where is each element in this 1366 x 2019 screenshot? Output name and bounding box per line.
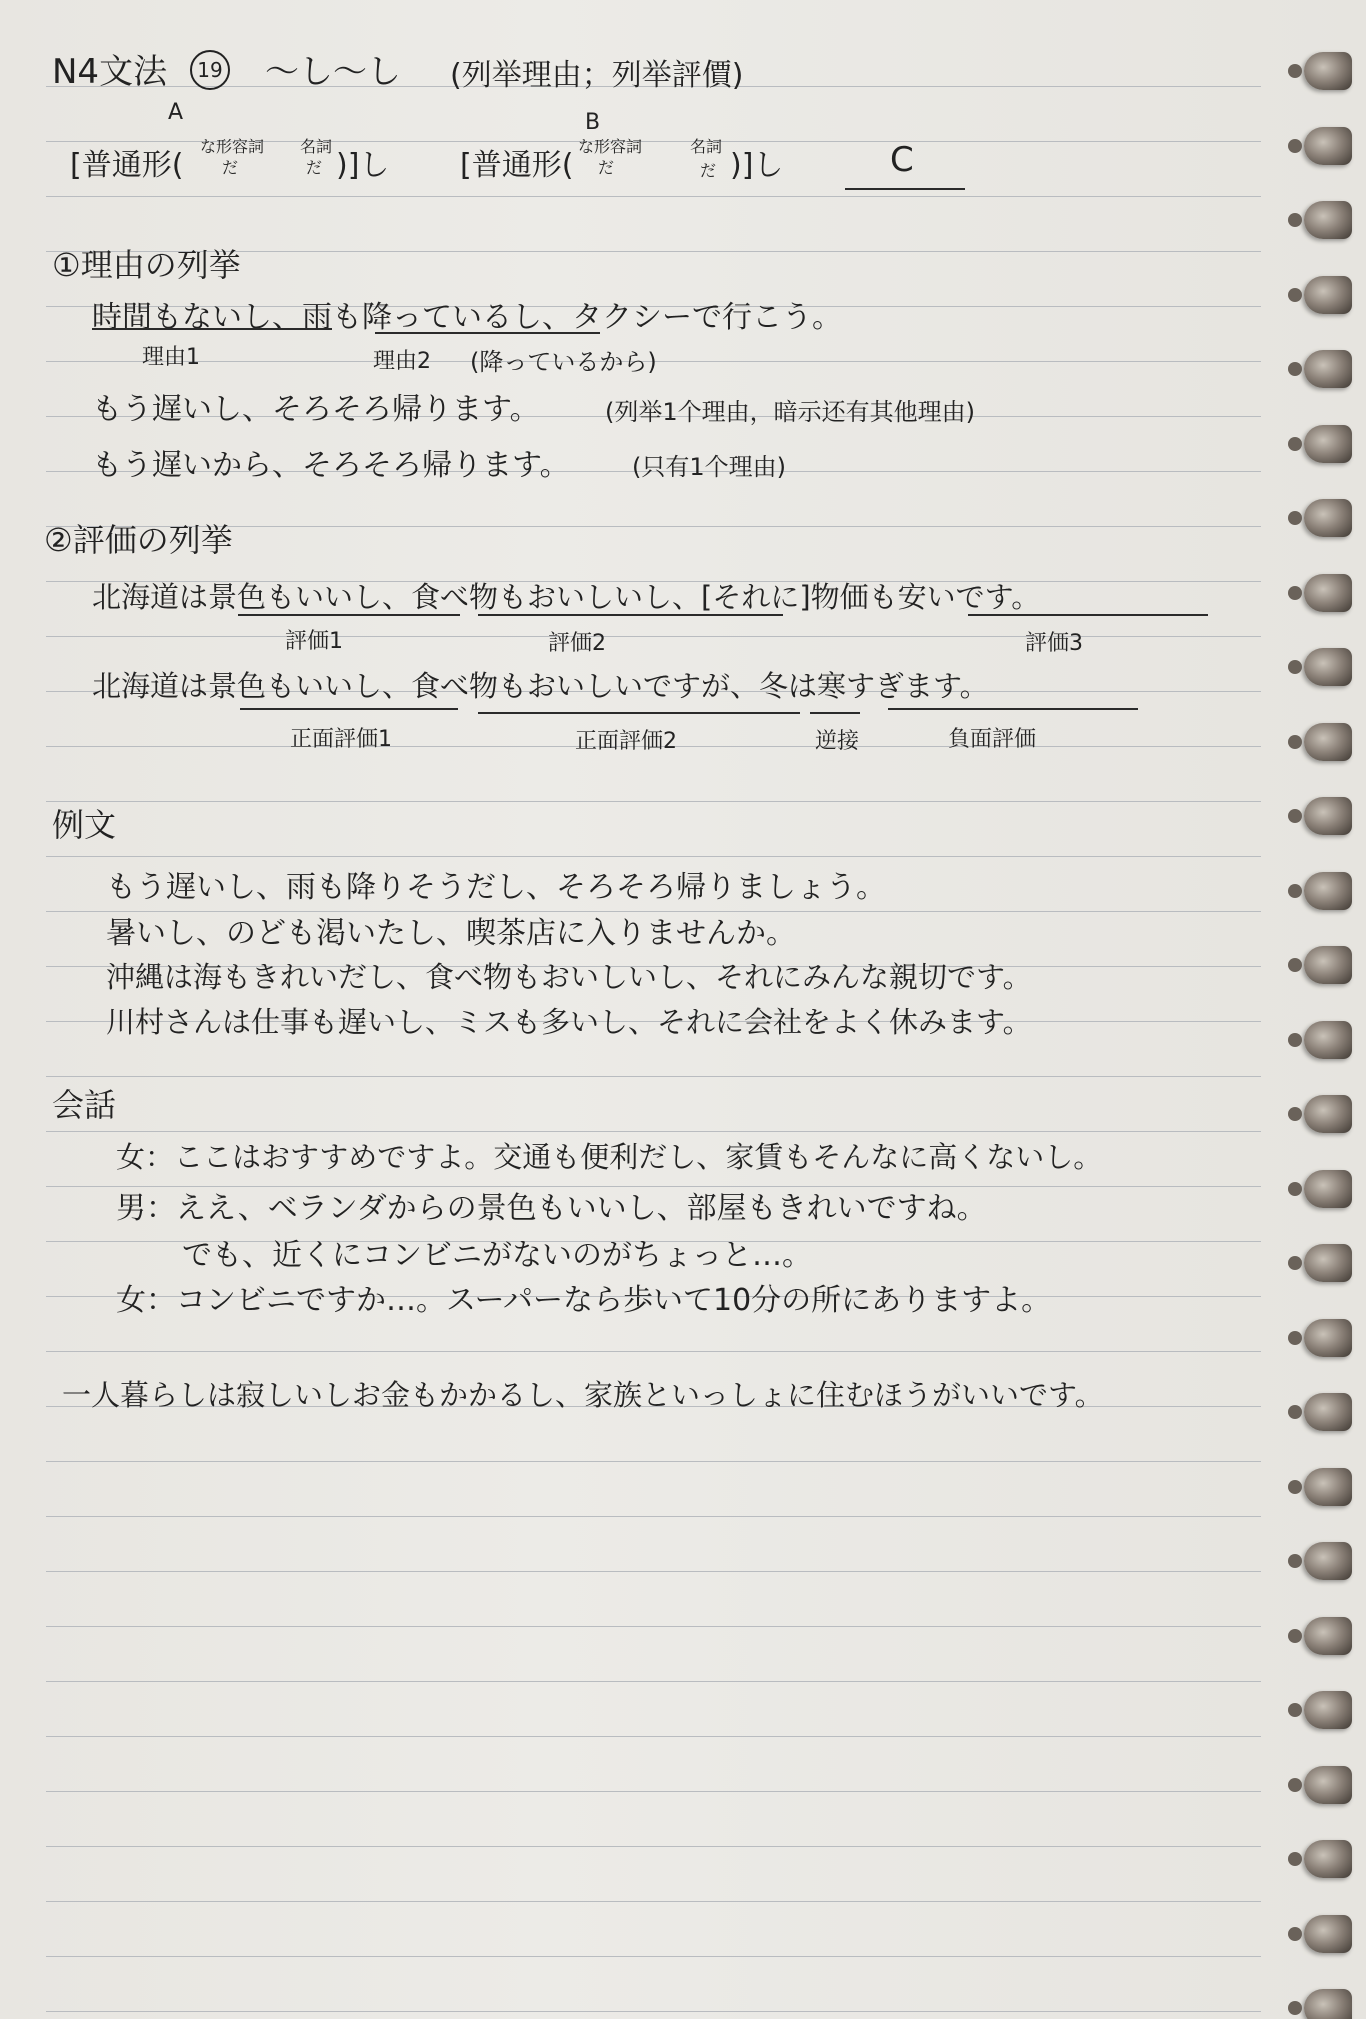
spiral-ring	[1304, 723, 1352, 761]
page-title: N4文法	[52, 52, 168, 92]
spiral-ring	[1304, 946, 1352, 984]
conversation-heading: 会話	[52, 1086, 117, 1124]
formula-label-c: C	[890, 140, 914, 180]
section2-ex2-underline-3	[810, 712, 860, 714]
spiral-ring	[1304, 574, 1352, 612]
punch-hole	[1288, 586, 1302, 600]
conversation-line: 女：コンビニですか…。スーパーなら歩いて10分の所にありますよ。	[116, 1283, 1052, 1318]
section2-ex2-underline-2	[478, 712, 800, 714]
section1-example: 時間もないし、雨も降っているし、タクシーで行こう。	[92, 300, 842, 335]
punch-hole	[1288, 1778, 1302, 1792]
ruled-line	[46, 856, 1261, 857]
spiral-ring	[1304, 499, 1352, 537]
ruled-line	[46, 1131, 1261, 1132]
punch-hole	[1288, 1703, 1302, 1717]
spiral-ring	[1304, 127, 1352, 165]
formula-part-a-na-adj: な形容詞	[200, 137, 265, 156]
ruled-line	[46, 2011, 1261, 2012]
section1-heading: ①理由の列挙	[52, 246, 241, 284]
ruled-line	[46, 1956, 1261, 1957]
example-sentence: 暑いし、のども渇いたし、喫茶店に入りませんか。	[106, 916, 796, 951]
formula-part-a-open: [普通形(	[70, 148, 184, 183]
section1-label-2-note: (降っているから)	[470, 348, 657, 376]
example-sentence: もう遅いし、雨も降りそうだし、そろそろ帰りましょう。	[106, 870, 886, 905]
punch-hole	[1288, 1554, 1302, 1568]
ruled-line	[46, 196, 1261, 197]
punch-hole	[1288, 958, 1302, 972]
punch-hole	[1288, 1256, 1302, 1270]
pattern-gloss: (列举理由；列举評價)	[450, 58, 744, 93]
spiral-ring	[1304, 797, 1352, 835]
punch-hole	[1288, 1927, 1302, 1941]
ruled-line	[46, 1076, 1261, 1077]
ruled-line	[46, 1461, 1261, 1462]
section2-ex2-underline-4	[888, 708, 1138, 710]
section1-underline-2	[375, 332, 600, 334]
punch-hole	[1288, 362, 1302, 376]
formula-part-b-noun: 名詞	[690, 137, 723, 156]
punch-hole	[1288, 1033, 1302, 1047]
punch-hole	[1288, 1480, 1302, 1494]
spiral-ring	[1304, 1170, 1352, 1208]
formula-part-b-noun-da: だ	[700, 161, 717, 180]
conversation-line: でも、近くにコンビニがないのがちょっと…。	[182, 1238, 812, 1273]
section2-example-2: 北海道は景色もいいし、食べ物もおいしいですが、冬は寒すぎます。	[92, 669, 989, 703]
formula-part-a-close: )]し	[336, 148, 390, 183]
section2-ex1-underline-3	[968, 614, 1208, 616]
ruled-line	[46, 1736, 1261, 1737]
section2-ex2-label-2: 正面評価2	[575, 729, 677, 754]
ruled-line	[46, 1681, 1261, 1682]
punch-hole	[1288, 437, 1302, 451]
formula-part-a-noun-da: だ	[306, 158, 323, 177]
section2-ex1-label-1: 評価1	[285, 629, 343, 654]
section2-ex2-label-1: 正面評価1	[290, 727, 392, 752]
example-sentence: 沖縄は海もきれいだし、食べ物もおいしいし、それにみんな親切です。	[106, 960, 1032, 994]
punch-hole	[1288, 735, 1302, 749]
formula-label-b: B	[585, 110, 601, 135]
formula-part-b-open: [普通形(	[460, 148, 574, 183]
section2-example-1: 北海道は景色もいいし、食べ物もおいしいし、[それに]物価も安いです。	[92, 580, 1041, 614]
punch-hole	[1288, 1182, 1302, 1196]
section1-compare-2: もう遅いから、そろそろ帰ります。	[92, 448, 570, 483]
spiral-ring	[1304, 52, 1352, 90]
spiral-ring	[1304, 648, 1352, 686]
section1-label-2: 理由2	[373, 349, 431, 374]
section2-ex2-underline-1	[240, 708, 458, 710]
ruled-line	[46, 1351, 1261, 1352]
punch-hole	[1288, 1405, 1302, 1419]
formula-part-a-noun: 名詞	[300, 137, 333, 156]
ruled-line	[46, 801, 1261, 802]
conversation-line: 女：ここはおすすめですよ。交通も便利だし、家賃もそんなに高くないし。	[116, 1140, 1103, 1174]
punch-hole	[1288, 884, 1302, 898]
section2-ex1-label-3: 評価3	[1025, 631, 1083, 656]
formula-part-b-close: )]し	[730, 148, 784, 183]
formula-label-a: A	[168, 100, 184, 125]
spiral-ring	[1304, 1319, 1352, 1357]
lesson-number: 19	[190, 50, 230, 90]
spiral-ring	[1304, 350, 1352, 388]
punch-hole	[1288, 213, 1302, 227]
ruled-line	[46, 1901, 1261, 1902]
section2-ex1-label-2: 評価2	[548, 631, 606, 656]
punch-hole	[1288, 1331, 1302, 1345]
grammar-pattern: 〜し〜し	[265, 52, 401, 92]
section2-ex1-underline-2	[478, 614, 783, 616]
punch-hole	[1288, 1629, 1302, 1643]
spiral-ring	[1304, 1915, 1352, 1953]
spiral-ring	[1304, 425, 1352, 463]
spiral-ring	[1304, 1468, 1352, 1506]
section1-underline-1	[92, 328, 332, 330]
punch-hole	[1288, 288, 1302, 302]
punch-hole	[1288, 511, 1302, 525]
section1-label-1: 理由1	[142, 345, 200, 370]
spiral-ring	[1304, 1021, 1352, 1059]
section1-compare-1-note: (列举1个理由，暗示还有其他理由)	[605, 398, 975, 426]
section2-ex2-label-3: 逆接	[815, 729, 860, 754]
section1-compare-1: もう遅いし、そろそろ帰ります。	[92, 392, 540, 427]
punch-hole	[1288, 809, 1302, 823]
formula-part-b-na-da: だ	[598, 158, 615, 177]
ruled-line	[46, 1516, 1261, 1517]
spiral-ring	[1304, 1542, 1352, 1580]
ruled-line	[46, 1791, 1261, 1792]
spiral-ring	[1304, 1617, 1352, 1655]
spiral-ring	[1304, 1691, 1352, 1729]
punch-hole	[1288, 64, 1302, 78]
punch-hole	[1288, 139, 1302, 153]
spiral-ring	[1304, 1244, 1352, 1282]
closing-sentence: 一人暮らしは寂しいしお金もかかるし、家族といっしょに住むほうがいいです。	[62, 1378, 1104, 1412]
ruled-line	[46, 1626, 1261, 1627]
section2-ex2-label-4: 負面評価	[948, 727, 1037, 752]
spiral-ring	[1304, 276, 1352, 314]
spiral-ring	[1304, 1840, 1352, 1878]
section2-heading: ②評価の列挙	[44, 521, 233, 559]
formula-c-blank	[845, 188, 965, 190]
spiral-ring	[1304, 201, 1352, 239]
conversation-line: 男：ええ、ベランダからの景色もいいし、部屋もきれいですね。	[116, 1191, 987, 1226]
examples-heading: 例文	[52, 806, 117, 844]
punch-hole	[1288, 1852, 1302, 1866]
section2-ex1-underline-1	[238, 614, 460, 616]
ruled-line	[46, 1846, 1261, 1847]
punch-hole	[1288, 2001, 1302, 2015]
example-sentence: 川村さんは仕事も遅いし、ミスも多いし、それに会社をよく休みます。	[106, 1005, 1032, 1039]
formula-part-b-na-adj: な形容詞	[578, 137, 643, 156]
spiral-ring	[1304, 1095, 1352, 1133]
spiral-ring	[1304, 1989, 1352, 2019]
punch-hole	[1288, 660, 1302, 674]
section1-compare-2-note: (只有1个理由)	[632, 453, 786, 481]
punch-hole	[1288, 1107, 1302, 1121]
spiral-ring	[1304, 872, 1352, 910]
ruled-line	[46, 1571, 1261, 1572]
formula-part-a-na-da: だ	[222, 158, 239, 177]
spiral-ring	[1304, 1393, 1352, 1431]
spiral-ring	[1304, 1766, 1352, 1804]
spiral-binding	[1261, 0, 1366, 2019]
